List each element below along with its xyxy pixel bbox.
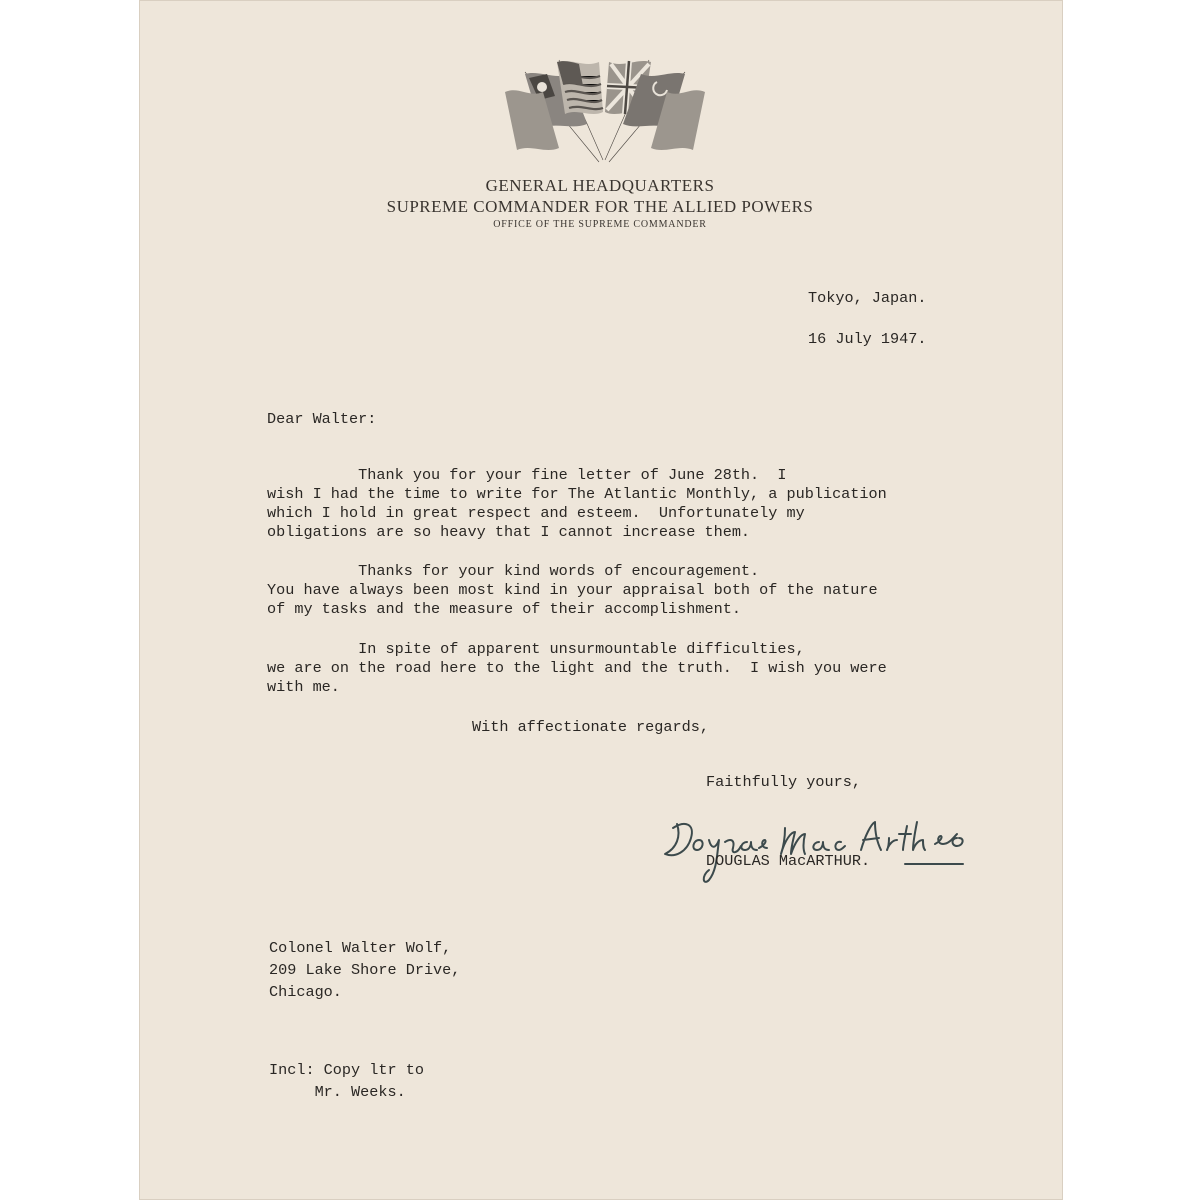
paragraph-line: we are on the road here to the light and the truth. I wish you were	[267, 659, 887, 677]
letterhead-line-3: OFFICE OF THE SUPREME COMMANDER	[493, 219, 707, 230]
regards-line: With affectionate regards,	[472, 718, 709, 736]
enclosure-line: Incl: Copy ltr to	[269, 1061, 424, 1079]
paragraph-line: Thank you for your fine letter of June 28th. I	[267, 466, 787, 484]
address-line: 209 Lake Shore Drive,	[269, 961, 461, 979]
allied-flags-emblem	[499, 52, 711, 172]
signature	[655, 798, 995, 898]
letterhead-line-1: GENERAL HEADQUARTERS	[485, 176, 715, 195]
closing-line: Faithfully yours,	[706, 773, 861, 791]
paragraph-line: You have always been most kind in your appraisal both of the nature	[267, 581, 878, 599]
paragraph-line: obligations are so heavy that I cannot increase them.	[267, 523, 751, 541]
paragraph-line: wish I had the time to write for The Atlantic Monthly, a publication	[267, 485, 887, 503]
paragraph-line: with me.	[267, 678, 340, 696]
paragraph-line: of my tasks and the measure of their accomplishment.	[267, 600, 741, 618]
paragraph-line: In spite of apparent unsurmountable difficulties,	[267, 640, 805, 658]
address-line: Colonel Walter Wolf,	[269, 939, 452, 957]
place-line: Tokyo, Japan.	[808, 289, 927, 307]
letterhead-line-2: SUPREME COMMANDER FOR THE ALLIED POWERS	[386, 197, 814, 216]
paragraph-line: Thanks for your kind words of encouragement.	[267, 562, 760, 580]
address-line: Chicago.	[269, 983, 342, 1001]
date-line: 16 July 1947.	[808, 330, 927, 348]
salutation: Dear Walter:	[267, 410, 377, 428]
enclosure-line: Mr. Weeks.	[269, 1083, 406, 1101]
paragraph-line: which I hold in great respect and esteem. Unfortunately my	[267, 504, 805, 522]
signer-name: DOUGLAS MacARTHUR.	[706, 852, 871, 870]
